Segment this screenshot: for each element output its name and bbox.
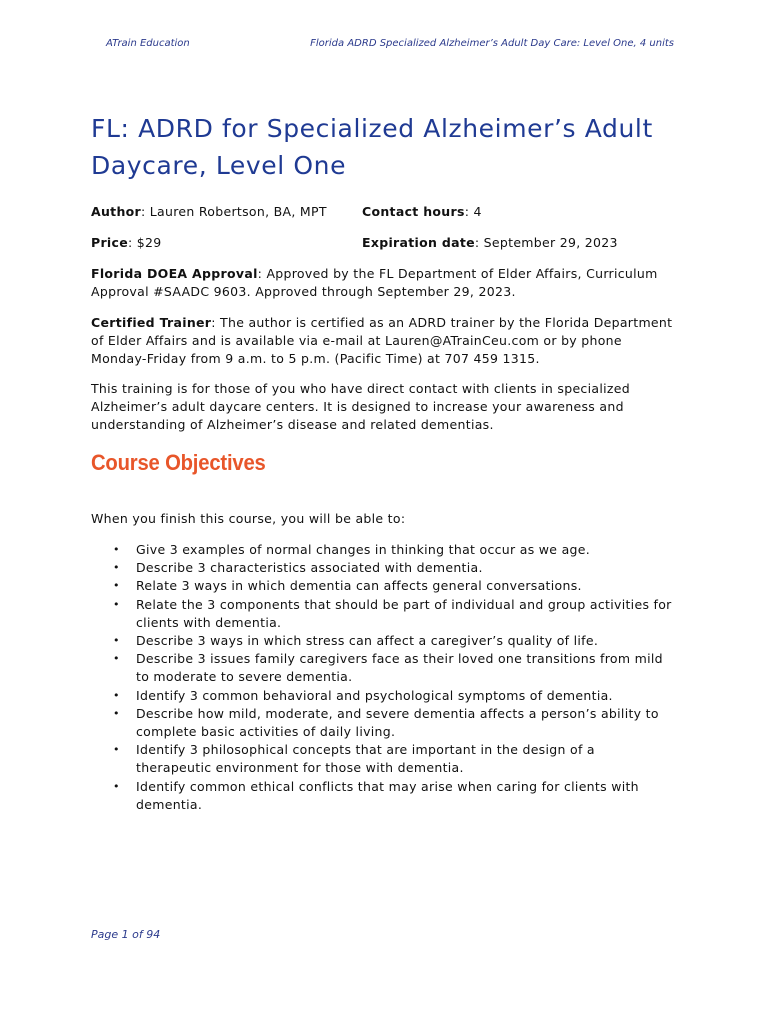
contact-hours-label: Contact hours: [362, 204, 465, 219]
expiration-value: : September 29, 2023: [474, 235, 618, 250]
bullet-icon: •: [113, 706, 120, 720]
page-title: [91, 110, 691, 184]
list-item: • Relate the 3 components that should be part of individual and group activities for clients with dementia.: [113, 596, 672, 630]
bullet-icon: •: [113, 688, 120, 702]
trainer-label: Certified Trainer: [91, 315, 212, 330]
bullet-icon: •: [113, 779, 120, 793]
list-item: • Describe 3 characteristics associated with dementia.: [113, 559, 673, 577]
list-item: • Describe 3 ways in which stress can affect a caregiver’s quality of life.: [113, 632, 673, 650]
header-course-title: Florida ADRD Specialized Alzheimer’s Adult Day Care: Level One, 4 units: [310, 38, 674, 49]
title-line-1: FL: ADRD for Specialized Alzheimer’s Adult: [91, 114, 653, 143]
bullet-icon: •: [113, 579, 120, 593]
approval-text: : Approved by the FL Department of Elder Affairs, Curriculum Approval #SAADC 9603. Approved through September 29, 2023.: [91, 266, 658, 299]
bullet-icon: •: [113, 634, 120, 648]
bullet-icon: •: [113, 543, 120, 556]
author-label: Author: [91, 204, 141, 219]
objectives-list: [113, 541, 673, 814]
trainer-text: : The author is certified as an ADRD trainer by the Florida Department of Elder Affairs and is available via e-mail at Lauren@ATrainCeu.com or by phone Monday-Friday from 9 a.m. to 5 p.m. (Pacific Time) at 707 459 1315.: [91, 315, 673, 366]
list-item: • Identify 3 common behavioral and psychological symptoms of dementia.: [113, 687, 673, 705]
trainer-paragraph: [91, 314, 681, 368]
author-value: : Lauren Robertson, BA, MPT: [141, 204, 327, 219]
approval-label: Florida DOEA Approval: [91, 266, 258, 281]
bullet-icon: •: [113, 561, 120, 575]
price-label: Price: [91, 235, 128, 250]
header-publisher: ATrain Education: [106, 38, 190, 49]
meta-row-author: [91, 204, 482, 219]
title-line-2: Daycare, Level One: [91, 151, 347, 180]
contact-hours-value: : 4: [464, 204, 482, 219]
list-item: • Give 3 examples of normal changes in thinking that occur as we age.: [113, 541, 673, 559]
list-item: • Describe how mild, moderate, and severe dementia affects a person’s ability to complete basic activities of daily living.: [113, 705, 659, 740]
expiration-label: Expiration date: [362, 235, 475, 250]
bullet-icon: •: [113, 743, 120, 757]
section-heading-objectives: Course Objectives: [91, 450, 266, 475]
page-number: Page 1 of 94: [91, 928, 161, 941]
list-item: • Describe 3 issues family caregivers face as their loved one transitions from mild to moderate to severe dementia.: [113, 651, 663, 685]
bullet-icon: •: [113, 652, 120, 666]
list-item: • Relate 3 ways in which dementia can affects general conversations.: [113, 577, 673, 595]
running-header: [106, 38, 674, 49]
list-item: • Identify common ethical conflicts that may arise when caring for clients with dementia.: [113, 778, 639, 812]
intro-paragraph: This training is for those of you who have direct contact with clients in specialized Alzheimer’s adult daycare centers. It is designed to increase your awareness and understanding of Alzheimer’s disease and related dementias.: [91, 381, 630, 432]
bullet-icon: •: [113, 597, 120, 611]
price-value: : $29: [128, 235, 162, 250]
list-item: • Identify 3 philosophical concepts that are important in the design of a therapeutic environment for those with dementia.: [113, 742, 595, 776]
approval-paragraph: [91, 265, 681, 301]
objectives-lead: When you finish this course, you will be able to:: [91, 511, 406, 526]
meta-row-price: [91, 235, 618, 250]
